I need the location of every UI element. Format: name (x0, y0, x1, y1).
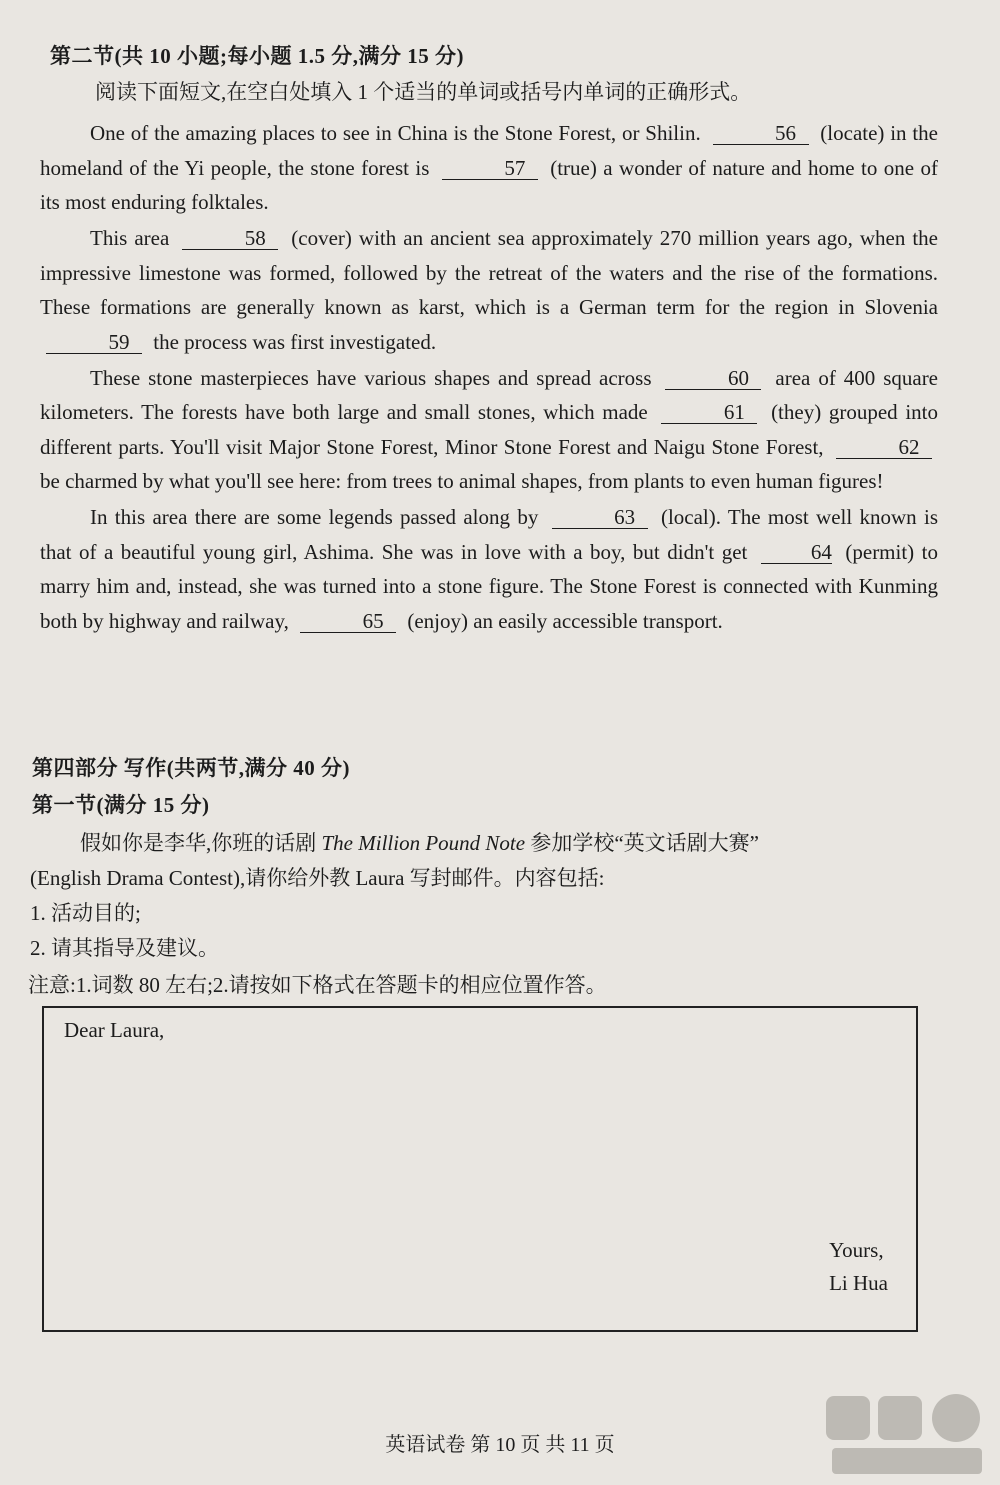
watermark-logo-icon (822, 1388, 990, 1480)
blank-62[interactable]: 62 (836, 436, 932, 459)
section2-instruction: 阅读下面短文,在空白处填入 1 个适当的单词或括号内单词的正确形式。 (95, 80, 752, 104)
page-footer: 英语试卷 第 10 页 共 11 页 (385, 1434, 615, 1456)
content-item-2: 2. 请其指导及建议。 (30, 936, 219, 960)
blank-60[interactable]: 60 (665, 367, 761, 390)
blank-61[interactable]: 61 (661, 401, 757, 424)
writing-note: 注意:1.词数 80 左右;2.请按如下格式在答题卡的相应位置作答。 (28, 973, 607, 997)
play-title: The Million Pound Note (321, 831, 526, 855)
paragraph-4: In this area there are some legends passed along by 63 (local). The most well known is that of a beautiful young girl, Ashima. She was in love with a boy, but didn't get 64 (permit) to marry him and, instead, she was turned into a stone figure. The Stone Forest is connected with Kunming both by highway and railway, 65 (enjoy) an easily accessible transport. (40, 505, 939, 633)
blank-56[interactable]: 56 (713, 122, 809, 145)
paragraph-1: One of the amazing places to see in China is the Stone Forest, or Shilin. 56 (locate) in the homeland of the Yi people, the stone forest is 57 (true) a wonder of nature and home to one of its most enduring folktales. (40, 121, 939, 214)
watermark-logo-shape (822, 1388, 990, 1480)
blank-64[interactable]: 64 (761, 541, 832, 564)
part4-section1-title: 第一节(满分 15 分) (32, 793, 210, 817)
blank-63[interactable]: 63 (552, 506, 648, 529)
writing-prompt-line2: (English Drama Contest),请你给外教 Laura 写封邮件。内容包括: (30, 866, 605, 890)
letter-greeting: Dear Laura, (64, 1018, 165, 1042)
blank-59[interactable]: 59 (46, 331, 142, 354)
writing-prompt-line1: 假如你是李华,你班的话剧 The Million Pound Note 参加学校“英文话剧大赛” (80, 831, 759, 855)
letter-closing: Yours, Li Hua (829, 1238, 888, 1295)
section2-title: 第二节(共 10 小题;每小题 1.5 分,满分 15 分) (50, 44, 464, 68)
cloze-passage (40, 116, 938, 640)
content-item-1: 1. 活动目的; (30, 901, 141, 925)
answer-letter-box[interactable] (42, 1006, 918, 1332)
blank-57[interactable]: 57 (442, 157, 538, 180)
blank-58[interactable]: 58 (182, 227, 278, 250)
part4-title: 第四部分 写作(共两节,满分 40 分) (32, 756, 350, 780)
paragraph-2: This area 58 (cover) with an ancient sea approximately 270 million years ago, when the impressive limestone was formed, followed by the retreat of the waters and the rise of the formations. These formations are generally known as karst, which is a German term for the region in Slovenia 59 the process was first investigated. (40, 226, 938, 354)
paragraph-3: These stone masterpieces have various shapes and spread across 60 area of 400 square kilometers. The forests have both large and small stones, which made 61 (they) grouped into different parts. You'll visit Major Stone Forest, Minor Stone Forest and Naigu Stone Forest, 62 be charmed by what you'll see here: from trees to animal shapes, from plants to even human figures! (40, 365, 939, 493)
blank-65[interactable]: 65 (300, 610, 396, 633)
